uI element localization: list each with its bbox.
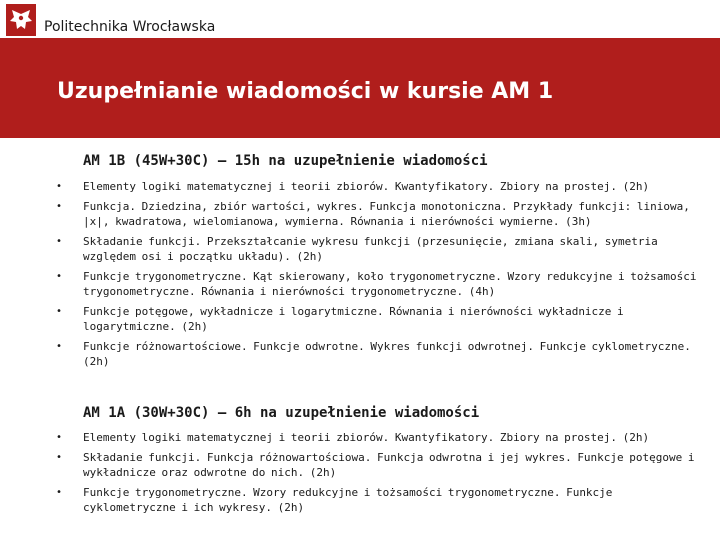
list-item	[0, 450, 720, 481]
list-item	[0, 304, 720, 335]
list-item-text: Funkcje trygonometryczne. Kąt skierowany, koło trygonometryczne. Wzory redukcyjne i tożsamości trygonometryczne. Równania i nierówności trygonometryczne. (4h)	[83, 269, 697, 298]
eagle-crest-icon	[4, 3, 38, 37]
list-item-text: Elementy logiki matematycznej i teorii zbiorów. Kwantyfikatory. Zbiory na prostej. (2h)	[83, 180, 650, 193]
list-item-text: Składanie funkcji. Przekształcanie wykresu funkcji (przesunięcie, zmiana skali, symetria względem osi i początku układu). (2h)	[83, 234, 658, 263]
bullet-icon: •	[56, 432, 63, 443]
page-title: Uzupełnianie wiadomości w kursie AM 1	[57, 79, 554, 104]
slide-content	[0, 150, 720, 540]
list-item	[0, 269, 720, 300]
list-item-text: Elementy logiki matematycznej i teorii zbiorów. Kwantyfikatory. Zbiory na prostej. (2h)	[83, 431, 650, 444]
topic-list-am1a	[0, 430, 720, 520]
section-heading-am1b: AM 1B (45W+30C) – 15h na uzupełnienie wiadomości	[83, 153, 488, 169]
list-item	[0, 339, 720, 370]
header-bar	[0, 0, 720, 38]
list-item-text: Składanie funkcji. Funkcja różnowartościowa. Funkcja odwrotna i jej wykres. Funkcje potęgowe i wykładnicze oraz odwrotne do nich. (2h)	[83, 450, 695, 479]
bullet-icon: •	[56, 451, 63, 463]
list-item	[0, 199, 720, 230]
list-item	[0, 234, 720, 265]
section-heading-am1a: AM 1A (30W+30C) – 6h na uzupełnienie wiadomości	[83, 405, 480, 421]
bullet-icon: •	[56, 270, 63, 282]
list-item-text: Funkcje różnowartościowe. Funkcje odwrotne. Wykres funkcji odwrotnej. Funkcje cyklometryczne. (2h)	[83, 339, 691, 368]
bullet-icon: •	[56, 181, 63, 192]
bullet-icon: •	[56, 200, 63, 212]
list-item	[0, 485, 720, 516]
list-item	[0, 179, 720, 195]
list-item-text: Funkcje trygonometryczne. Wzory redukcyjne i tożsamości trygonometryczne. Funkcje cyklometryczne i ich wykresy. (2h)	[83, 485, 613, 514]
bullet-icon: •	[56, 235, 63, 247]
list-item-text: Funkcje potęgowe, wykładnicze i logarytmiczne. Równania i nierówności wykładnicze i logarytmiczne. (2h)	[83, 304, 624, 333]
bullet-icon: •	[56, 486, 63, 498]
university-name: Politechnika Wrocławska	[44, 19, 216, 35]
list-item-text: Funkcja. Dziedzina, zbiór wartości, wykres. Funkcja monotoniczna. Przykłady funkcji: liniowa, |x|, kwadratowa, wielomianowa, wymierna. Równania i nierówności wymierne. (3h)	[83, 199, 690, 228]
list-item	[0, 430, 720, 446]
bullet-icon: •	[56, 305, 63, 317]
bullet-icon: •	[56, 340, 63, 352]
topic-list-am1b	[0, 179, 720, 374]
